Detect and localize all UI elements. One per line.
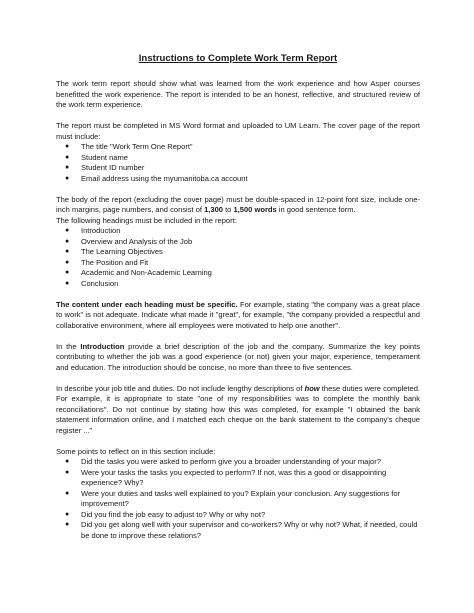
bullet-icon: ●: [65, 468, 70, 476]
list-item: ● Did you get along well with your supervisor and co-workers? Why or why not? What, if needed, could be done to improve these relations?: [65, 520, 418, 540]
bullet-icon: ●: [65, 227, 70, 234]
specific-paragraph: The content under each heading must be specific. For example, stating "the company was a great place to work" is not adequate. Indicate what made it "great", for example, "the company provided a respectful and collaborative environment, where all employees were motivated to help one another".: [56, 299, 421, 330]
bullet-icon: ●: [65, 489, 70, 497]
bullet-icon: ●: [65, 143, 70, 150]
bullet-icon: ●: [65, 258, 70, 266]
list-item: ● Were your duties and tasks well explained to you? Explain your conclusion. Any suggestions for improvement?: [65, 488, 401, 508]
bullet-icon: ●: [65, 237, 70, 245]
bullet-icon: ●: [65, 279, 70, 287]
list-item: ● The title "Work Term One Report": [65, 142, 193, 151]
list-item: ● Academic and Non-Academic Learning: [65, 268, 212, 277]
reflect-list: [56, 457, 420, 541]
list-item: ● The Position and Fit: [65, 257, 149, 267]
bullet-icon: ●: [65, 174, 70, 182]
headings-intro: The following headings must be included in the report:: [56, 215, 237, 225]
bullet-icon: ●: [65, 248, 70, 255]
reflect-intro: Some points to reflect on in this section include:: [56, 446, 216, 456]
list-item: ● Conclusion: [65, 278, 119, 288]
list-item: ● The Learning Objectives: [65, 247, 163, 256]
introduction-paragraph: In the Introduction provide a brief description of the job and the company. Summarize the key points contributing to whether the job was a good experience (or not) given your major, experience, temperament and education. The introduction should be concise, no more than three to five sentences.: [56, 341, 420, 372]
list-item: ● Did the tasks you were asked to perform give you a broader understanding of your major?: [65, 457, 381, 466]
document-page: [56, 53, 420, 552]
list-item: ● Were your tasks the tasks you expected to perform? If not, was this a good or disappointing experience? Why?: [65, 467, 387, 487]
body-format-paragraph: The body of the report (excluding the cover page) must be double-spaced in 12-point font size, include one-inch margins, page numbers, and consist of 1,300 to 1,500 words in good sentence form.: [56, 194, 420, 214]
list-item: ● Did you find the job easy to adjust to? Why or why not?: [65, 509, 266, 519]
list-item: ● Overview and Analysis of the Job: [65, 236, 193, 246]
bullet-icon: ●: [65, 458, 70, 465]
document-title: Instructions to Complete Work Term Report: [138, 53, 338, 64]
list-item: ● Student name: [65, 152, 128, 162]
list-item: ● Student ID number: [65, 163, 145, 172]
word-count-max: 1,500 words: [233, 205, 277, 214]
intro-paragraph: The work term report should show what was learned from the work experience and how Asper courses benefitted the work experience. The report is intended to be an honest, reflective, and structured review of the work term experience.: [56, 79, 420, 109]
bullet-icon: ●: [65, 510, 70, 518]
word-count-min: 1,300: [204, 205, 223, 214]
cover-page-list: [56, 142, 420, 184]
list-item: ● Introduction: [65, 226, 121, 235]
headings-list: [56, 226, 420, 289]
bullet-icon: ●: [65, 269, 70, 276]
bullet-icon: ●: [65, 153, 70, 161]
duties-paragraph: In describe your job title and duties. Do not include lengthy descriptions of how these duties were completed. For example, it is appropriate to state "one of my responsibilities was to complete the monthly bank reconciliations". Do not continue by stating how this was completed, for example "I obtained the bank statement information online, and I matched each cheque on the bank statement to the company's cheque register ...": [56, 383, 420, 435]
format-paragraph: The report must be completed in MS Word format and uploaded to UM Learn. The cover page of the report must include:: [56, 121, 420, 141]
list-item: ● Email address using the myumanitoba.ca account: [65, 173, 248, 183]
bullet-icon: ●: [65, 164, 70, 171]
bullet-icon: ●: [65, 521, 70, 528]
